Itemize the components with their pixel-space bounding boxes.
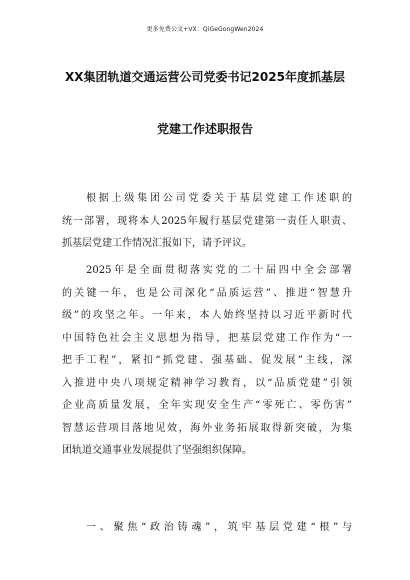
header-note: 更多免费公文+VX：QiGeGongWen2024 — [146, 26, 264, 33]
paragraph-line: 统一部署，现将本人2025年履行基层党建第一责任人职责、 — [62, 215, 352, 227]
document-title-line1: XX集团轨道交通运营公司党委书记2025年度抓基层 — [65, 70, 345, 84]
section-heading-1 — [62, 517, 352, 540]
section-heading-line: 一、聚焦“政治铸魂”，筑牢基层党建“根”与 — [86, 522, 352, 533]
paragraph-line: 企业高质量发展，全年实现安全生产“零死亡、零伤害” — [62, 400, 352, 411]
paragraph-line: 根据上级集团公司党委关于基层党建工作述职的 — [86, 193, 352, 204]
paragraph-line: 把手工程”，紧扣“抓党建、强基础、促发展”主线，深 — [62, 355, 352, 366]
paragraph-line: 团轨道交通事业发展提供了坚强组织保障。 — [62, 445, 252, 456]
paragraph-line: 入推进中央八项规定精神学习教育，以“品质党建”引领 — [62, 377, 352, 389]
paragraph-overview — [62, 260, 352, 463]
document-title-line2: 党建工作述职报告 — [156, 122, 253, 136]
paragraph-intro — [62, 188, 352, 256]
paragraph-line: 智慧运营项目落地见效，海外业务拓展取得新突破，为集 — [62, 422, 352, 434]
paragraph-line: 中国特色社会主义思想为指导，把基层党建工作作为“一 — [62, 332, 352, 344]
paragraph-line: 抓基层党建工作情况汇报如下，请予评议。 — [62, 238, 252, 249]
paragraph-line: 的关键一年，也是公司深化“品质运营”、推进“智慧升 — [62, 287, 352, 299]
paragraph-line: 级”的攻坚之年。一年来，本人始终坚持以习近平新时代 — [62, 310, 352, 321]
paragraph-line: 2025年是全面贯彻落实党的二十届四中全会部署 — [86, 265, 352, 276]
